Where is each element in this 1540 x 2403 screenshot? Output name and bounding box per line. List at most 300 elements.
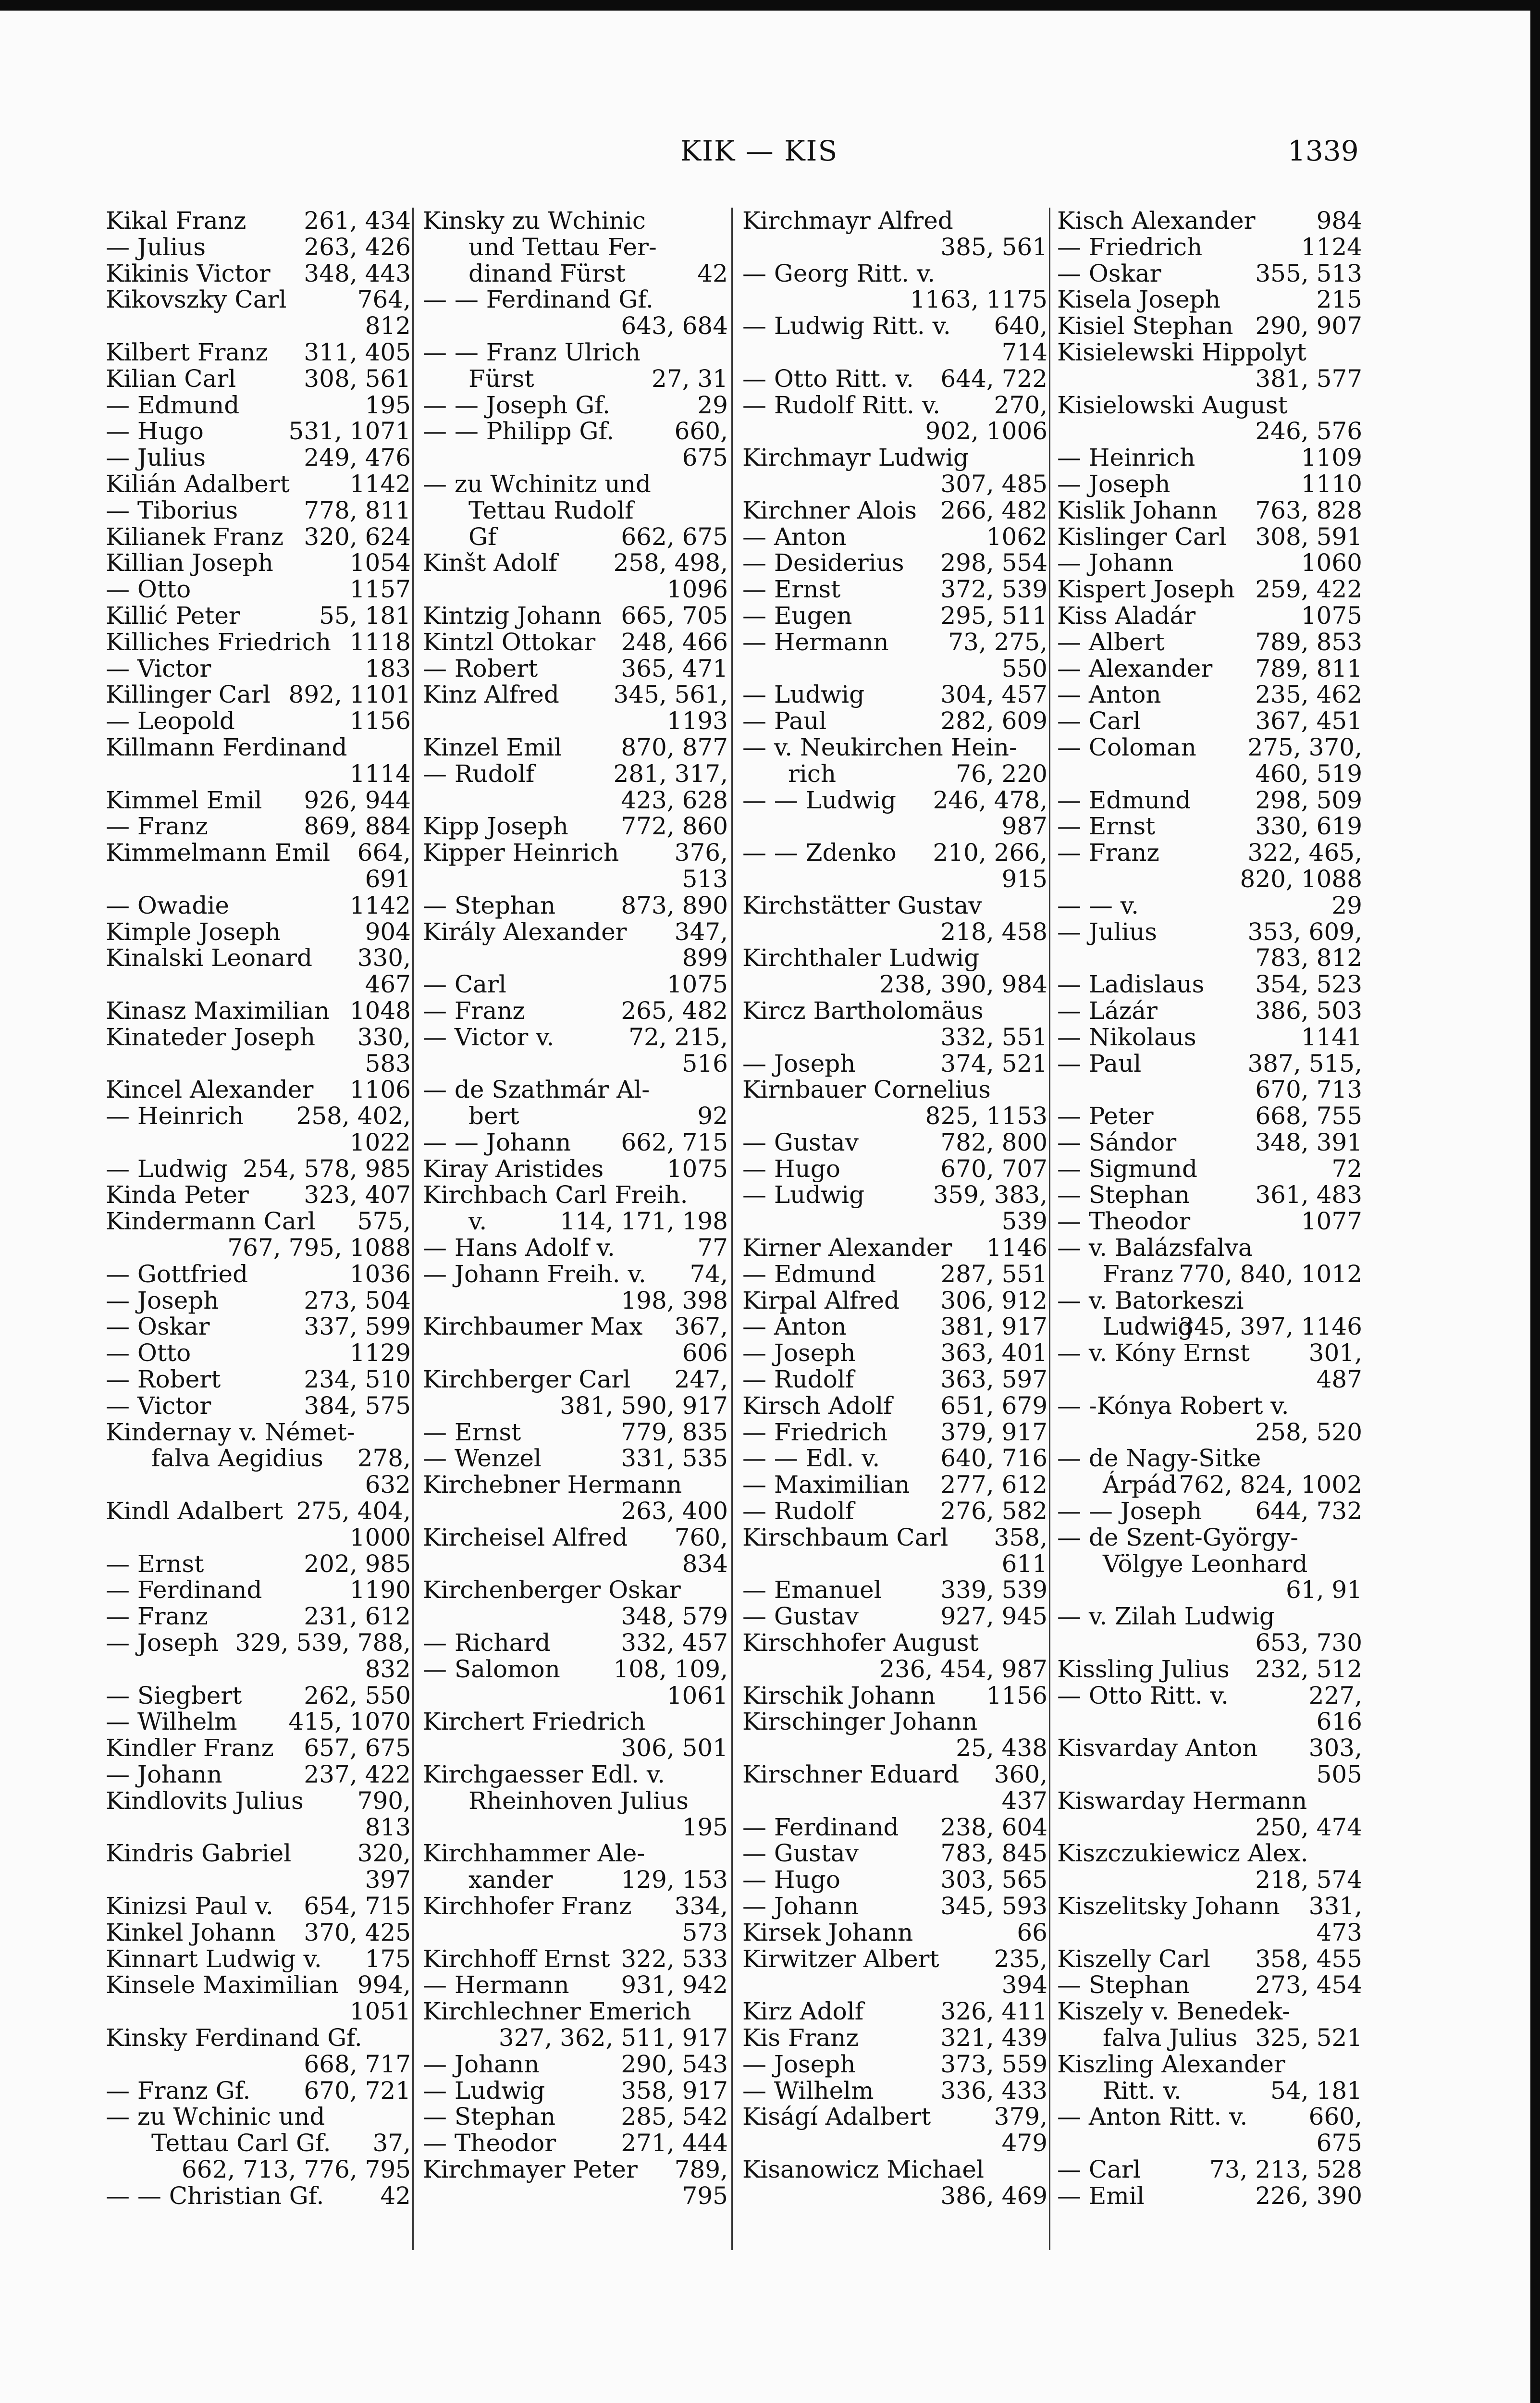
entry-pages: 1142	[349, 470, 411, 498]
entry-name: und Tettau Fer-	[468, 233, 657, 261]
index-entry	[1057, 1656, 1362, 1683]
entry-name: — Edmund	[106, 391, 240, 419]
index-entry	[423, 286, 728, 313]
index-entry	[423, 524, 728, 550]
entry-pages: 330,	[357, 1023, 411, 1051]
entry-pages: 249, 476	[304, 444, 411, 472]
index-entry	[1057, 1182, 1362, 1208]
index-entry	[106, 1024, 411, 1051]
entry-name: Kirchner Alois	[742, 496, 917, 524]
index-entry	[106, 787, 411, 814]
entry-pages: 358, 455	[1255, 1945, 1362, 1973]
entry-name: — — Ferdinand Gf.	[423, 285, 653, 314]
index-column-4	[1057, 208, 1362, 2209]
entry-name: Kikinis Victor	[106, 259, 271, 287]
index-entry	[106, 1788, 411, 1814]
index-entry	[742, 1524, 1047, 1551]
entry-pages: 487	[1316, 1365, 1362, 1394]
entry-name: Ludwig	[1103, 1313, 1194, 1341]
entry-name: Kinasz Maximilian	[106, 996, 330, 1025]
entry-pages: 873, 890	[621, 891, 728, 919]
entry-name: Kilián Adalbert	[106, 470, 290, 498]
entry-pages: 1142	[349, 891, 411, 919]
entry-pages: 397	[365, 1866, 411, 1894]
entry-name: falva Aegidius	[151, 1444, 323, 1473]
entry-name: bert	[468, 1102, 519, 1130]
index-entry	[106, 1419, 411, 1446]
entry-name: — Ludwig	[106, 1154, 228, 1183]
index-entry	[742, 1498, 1047, 1524]
index-entry	[1057, 1313, 1362, 1340]
entry-name: Kinsele Maximilian	[106, 1971, 339, 1999]
index-entry	[423, 1920, 728, 1946]
entry-name: — — Franz Ulrich	[423, 338, 641, 366]
entry-name: — Robert	[106, 1365, 221, 1394]
index-entry	[423, 971, 728, 998]
entry-name: Kinsky zu Wchinic	[423, 207, 646, 235]
entry-pages: 365, 471	[621, 654, 728, 682]
entry-pages: 311, 405	[304, 338, 411, 366]
index-entry	[423, 1656, 728, 1683]
entry-pages: 262, 550	[304, 1681, 411, 1709]
index-entry	[742, 840, 1047, 866]
index-entry	[106, 2130, 411, 2156]
entry-pages: 670, 707	[940, 1154, 1047, 1183]
entry-name: — Wenzel	[423, 1444, 542, 1473]
entry-pages: 232, 512	[1255, 1655, 1362, 1683]
entry-pages: 778, 811	[304, 496, 411, 524]
index-entry	[1057, 1551, 1362, 1577]
index-entry	[1057, 550, 1362, 576]
entry-pages: 275, 370,	[1247, 733, 1362, 761]
index-entry	[1057, 1867, 1362, 1893]
entry-pages: 825, 1153	[925, 1102, 1047, 1130]
entry-pages: 1156	[349, 707, 411, 735]
index-entry	[742, 1867, 1047, 1893]
index-entry	[1057, 2051, 1362, 2078]
entry-name: — Joseph	[106, 1629, 219, 1657]
entry-name: — Siegbert	[106, 1681, 242, 1709]
entry-name: Kindlovits Julius	[106, 1786, 304, 1815]
entry-pages: 373, 559	[940, 2050, 1047, 2078]
entry-pages: 1157	[349, 575, 411, 604]
entry-pages: 276, 582	[940, 1497, 1047, 1525]
index-entry	[1057, 1524, 1362, 1551]
index-entry	[1057, 392, 1362, 419]
index-entry	[1057, 366, 1362, 392]
entry-name: Kirschner Eduard	[742, 1760, 960, 1789]
entry-name: — Richard	[423, 1629, 551, 1657]
entry-pages: 662, 715	[621, 1128, 728, 1156]
index-entry	[423, 313, 728, 339]
entry-name: Kiray Aristides	[423, 1154, 604, 1183]
index-entry	[742, 1472, 1047, 1498]
entry-pages: 653, 730	[1255, 1629, 1362, 1657]
index-entry	[742, 919, 1047, 945]
entry-name: Kirchmayr Ludwig	[742, 444, 969, 472]
entry-pages: 812	[365, 312, 411, 340]
index-entry	[1057, 1340, 1362, 1366]
entry-pages: 367, 451	[1255, 707, 1362, 735]
entry-pages: 772, 860	[621, 812, 728, 841]
entry-pages: 363, 401	[940, 1339, 1047, 1367]
entry-name: Kislinger Carl	[1057, 522, 1227, 551]
index-entry	[423, 1340, 728, 1366]
entry-name: Kipp Joseph	[423, 812, 568, 841]
entry-name: Kimmel Emil	[106, 786, 262, 814]
index-entry	[742, 392, 1047, 419]
entry-pages: 348, 579	[621, 1602, 728, 1631]
index-entry	[423, 1261, 728, 1288]
entry-pages: 308, 591	[1255, 522, 1362, 551]
index-column-1	[106, 208, 411, 2209]
entry-name: Kinsky Ferdinand Gf.	[106, 2023, 362, 2052]
index-entry	[742, 813, 1047, 840]
entry-name: Kimmelmann Emil	[106, 839, 331, 867]
entry-pages: 632	[365, 1471, 411, 1499]
entry-name: — Gustav	[742, 1128, 859, 1156]
entry-pages: 345, 397, 1146	[1179, 1313, 1362, 1341]
entry-name: xander	[468, 1866, 553, 1894]
entry-pages: 250, 474	[1255, 1813, 1362, 1841]
entry-name: — Hugo	[742, 1866, 840, 1894]
entry-name: Kiszling Alexander	[1057, 2050, 1285, 2078]
entry-name: — Ferdinand	[106, 1576, 262, 1604]
index-entry	[106, 550, 411, 576]
entry-name: Völgye Leonhard	[1103, 1549, 1308, 1578]
entry-name: Kinda Peter	[106, 1181, 249, 1209]
entry-pages: 258, 520	[1255, 1418, 1362, 1446]
entry-pages: 616	[1316, 1708, 1362, 1736]
entry-name: — v. Neukirchen Hein-	[742, 733, 1017, 761]
scan-border-top	[0, 0, 1540, 11]
entry-pages: 370, 425	[304, 1918, 411, 1946]
entry-pages: 37,	[372, 2129, 411, 2157]
entry-pages: 258, 498,	[613, 549, 728, 577]
entry-pages: 760,	[674, 1523, 728, 1551]
entry-pages: 654, 715	[304, 1892, 411, 1920]
index-entry	[423, 1630, 728, 1656]
index-entry	[742, 761, 1047, 787]
index-entry	[742, 656, 1047, 682]
entry-name: — Georg Ritt. v.	[742, 259, 936, 287]
entry-pages: 298, 509	[1255, 786, 1362, 814]
index-entry	[106, 629, 411, 656]
index-entry	[1057, 681, 1362, 708]
index-entry	[106, 576, 411, 603]
entry-name: Kinkel Johann	[106, 1918, 276, 1946]
entry-pages: 467	[365, 970, 411, 999]
index-entry	[423, 656, 728, 682]
index-entry	[1057, 313, 1362, 339]
index-entry	[106, 1472, 411, 1498]
index-entry	[742, 1077, 1047, 1103]
index-entry	[106, 945, 411, 971]
entry-pages: 295, 511	[940, 601, 1047, 630]
entry-pages: 234, 510	[304, 1365, 411, 1394]
entry-pages: 583	[365, 1049, 411, 1078]
entry-pages: 539	[1001, 1207, 1047, 1236]
entry-pages: 218, 458	[940, 917, 1047, 946]
entry-pages: 358,	[994, 1523, 1047, 1551]
entry-pages: 332, 457	[621, 1629, 728, 1657]
entry-pages: 1129	[349, 1339, 411, 1367]
index-entry	[106, 313, 411, 339]
entry-name: Kipper Heinrich	[423, 839, 619, 867]
index-entry	[742, 1340, 1047, 1366]
index-entry	[1057, 1156, 1362, 1182]
index-entry	[423, 1840, 728, 1867]
entry-name: — Leopold	[106, 707, 235, 735]
entry-name: — zu Wchinitz und	[423, 470, 651, 498]
entry-name: Kirchmayer Peter	[423, 2155, 638, 2183]
index-entry	[423, 892, 728, 919]
entry-name: dinand Fürst	[468, 259, 626, 287]
entry-name: Tettau Rudolf	[468, 496, 634, 524]
index-entry	[1057, 524, 1362, 550]
entry-pages: 640,	[994, 312, 1047, 340]
index-entry	[742, 1235, 1047, 1261]
entry-pages: 1054	[349, 549, 411, 577]
entry-pages: 820, 1088	[1240, 865, 1362, 893]
entry-name: Kinzel Emil	[423, 733, 562, 761]
entry-pages: 367,	[674, 1313, 728, 1341]
index-entry	[742, 1366, 1047, 1393]
entry-pages: 1075	[1301, 601, 1362, 630]
entry-name: Kintzig Johann	[423, 601, 602, 630]
index-entry	[742, 524, 1047, 550]
entry-pages: 386, 469	[940, 2181, 1047, 2210]
entry-name: — Hugo	[106, 417, 204, 446]
index-entry	[742, 998, 1047, 1024]
entry-pages: 327, 362, 511, 917	[498, 2023, 728, 2052]
index-entry	[423, 1524, 728, 1551]
entry-pages: 73, 213, 528	[1209, 2155, 1362, 2183]
entry-name: Kisiel Stephan	[1057, 312, 1233, 340]
entry-name: Kisielewski Hippolyt	[1057, 338, 1306, 366]
entry-name: — Desiderius	[742, 549, 904, 577]
index-entry	[742, 681, 1047, 708]
entry-pages: 386, 503	[1255, 996, 1362, 1025]
entry-name: — — Philipp Gf.	[423, 417, 615, 446]
entry-pages: 298, 554	[940, 549, 1047, 577]
index-entry	[742, 892, 1047, 919]
index-entry	[1057, 1683, 1362, 1709]
index-entry	[742, 366, 1047, 392]
index-entry	[1057, 1788, 1362, 1814]
entry-pages: 387, 515,	[1247, 1049, 1362, 1078]
index-entry	[423, 1419, 728, 1446]
entry-pages: 1118	[349, 628, 411, 656]
index-entry	[1057, 1603, 1362, 1630]
index-entry	[423, 919, 728, 945]
index-entry	[423, 2104, 728, 2130]
index-entry	[106, 471, 411, 497]
index-entry	[1057, 1998, 1362, 2025]
entry-pages: 1110	[1301, 470, 1362, 498]
entry-pages: 379,	[994, 2103, 1047, 2131]
entry-name: — Joseph	[106, 1286, 219, 1314]
index-entry	[106, 603, 411, 629]
index-entry	[106, 1208, 411, 1235]
entry-name: Kisvarday Anton	[1057, 1734, 1258, 1762]
index-entry	[106, 1156, 411, 1182]
entry-name: Kirnbauer Cornelius	[742, 1076, 991, 1104]
entry-name: — Stephan	[1057, 1971, 1190, 1999]
index-entry	[106, 208, 411, 234]
entry-name: — — v.	[1057, 891, 1139, 919]
entry-name: — Gustav	[742, 1602, 859, 1631]
entry-name: v.	[468, 1207, 487, 1236]
entry-pages: 363, 597	[940, 1365, 1047, 1394]
index-entry	[1057, 1946, 1362, 1972]
index-entry	[1057, 629, 1362, 656]
entry-pages: 281, 317,	[613, 759, 728, 788]
index-entry	[1057, 1288, 1362, 1314]
index-entry	[742, 1393, 1047, 1419]
entry-name: Kirchstätter Gustav	[742, 891, 982, 919]
index-entry	[1057, 2156, 1362, 2183]
index-entry	[106, 2078, 411, 2104]
index-entry	[742, 2051, 1047, 2078]
entry-pages: 183	[365, 654, 411, 682]
entry-name: — Rudolf	[742, 1365, 854, 1394]
index-entry	[742, 2156, 1047, 2183]
entry-pages: 301,	[1308, 1339, 1362, 1367]
entry-name: — — Christian Gf.	[106, 2181, 324, 2210]
entry-pages: 259, 422	[1255, 575, 1362, 604]
entry-name: — Franz	[423, 996, 525, 1025]
entry-pages: 675	[682, 444, 728, 472]
index-entry	[106, 919, 411, 945]
index-entry	[742, 2104, 1047, 2130]
entry-pages: 381, 917	[940, 1313, 1047, 1341]
entry-name: — Eugen	[742, 601, 852, 630]
entry-name: — zu Wchinic und	[106, 2103, 325, 2131]
index-entry	[742, 1103, 1047, 1129]
index-entry	[1057, 1972, 1362, 1998]
entry-pages: 321, 439	[940, 2023, 1047, 2052]
entry-name: Kinšt Adolf	[423, 549, 557, 577]
entry-pages: 306, 912	[940, 1286, 1047, 1314]
entry-pages: 270,	[994, 391, 1047, 419]
entry-pages: 198, 398	[621, 1286, 728, 1314]
entry-pages: 331,	[1308, 1892, 1362, 1920]
entry-name: Kinalski Leonard	[106, 944, 313, 972]
entry-pages: 987	[1001, 812, 1047, 841]
entry-name: Király Alexander	[423, 917, 627, 946]
entry-pages: 307, 485	[940, 470, 1047, 498]
entry-pages: 129, 153	[621, 1866, 728, 1894]
entry-name: — v. Balázsfalva	[1057, 1234, 1253, 1262]
index-entry	[423, 1867, 728, 1893]
index-entry	[423, 1024, 728, 1051]
index-entry	[106, 1656, 411, 1683]
index-entry	[742, 629, 1047, 656]
entry-name: Kilian Carl	[106, 364, 236, 393]
entry-name: Kirpal Alfred	[742, 1286, 900, 1314]
entry-pages: 334,	[674, 1892, 728, 1920]
index-entry	[742, 1288, 1047, 1314]
entry-pages: 92	[697, 1102, 728, 1130]
entry-pages: 994,	[357, 1971, 411, 1999]
page-number: 1339	[1288, 135, 1359, 167]
entry-name: Kikal Franz	[106, 207, 246, 235]
entry-pages: 870, 877	[621, 733, 728, 761]
entry-pages: 215	[1316, 285, 1362, 314]
entry-name: Kinateder Joseph	[106, 1023, 316, 1051]
entry-name: — de Szathmár Al-	[423, 1076, 650, 1104]
entry-pages: 290, 907	[1255, 312, 1362, 340]
index-entry	[423, 1235, 728, 1261]
entry-pages: 1109	[1301, 444, 1362, 472]
index-entry	[423, 339, 728, 366]
entry-name: Árpád	[1103, 1471, 1177, 1499]
index-entry	[1057, 1129, 1362, 1156]
entry-name: Killiches Friedrich	[106, 628, 331, 656]
entry-name: Kircz Bartholomäus	[742, 996, 984, 1025]
entry-pages: 247,	[674, 1365, 728, 1394]
entry-name: Kirschbaum Carl	[742, 1523, 949, 1551]
entry-name: — Oskar	[1057, 259, 1161, 287]
entry-pages: 76, 220	[956, 759, 1047, 788]
index-entry	[106, 234, 411, 260]
index-entry	[742, 945, 1047, 971]
index-entry	[1057, 1840, 1362, 1867]
entry-pages: 337, 599	[304, 1313, 411, 1341]
entry-name: Kirchmayr Alfred	[742, 207, 953, 235]
entry-name: Kiszczukiewicz Alex.	[1057, 1839, 1308, 1868]
entry-name: Kincel Alexander	[106, 1076, 314, 1104]
entry-name: — v. Zilah Ludwig	[1057, 1602, 1275, 1631]
entry-pages: 915	[1001, 865, 1047, 893]
index-entry	[423, 945, 728, 971]
index-entry	[423, 1893, 728, 1920]
index-entry	[423, 1129, 728, 1156]
index-entry	[106, 1182, 411, 1208]
entry-pages: 332, 551	[940, 1023, 1047, 1051]
entry-pages: 273, 454	[1255, 1971, 1362, 1999]
entry-pages: 660,	[1308, 2103, 1362, 2131]
entry-pages: 691	[365, 865, 411, 893]
entry-pages: 714	[1001, 338, 1047, 366]
entry-pages: 42	[380, 2181, 411, 2210]
entry-name: Kindler Franz	[106, 1734, 274, 1762]
entry-name: Kirchenberger Oskar	[423, 1576, 681, 1604]
entry-pages: 899	[682, 944, 728, 972]
entry-pages: 770, 840, 1012	[1179, 1260, 1362, 1288]
entry-pages: 331, 535	[621, 1444, 728, 1473]
entry-pages: 29	[1331, 891, 1362, 919]
index-entry	[423, 813, 728, 840]
entry-pages: 114, 171, 198	[560, 1207, 728, 1236]
entry-name: — Theodor	[1057, 1207, 1191, 1236]
index-entry	[423, 2156, 728, 2183]
entry-name: — Franz Gf.	[106, 2076, 251, 2105]
index-entry	[423, 1761, 728, 1788]
entry-name: — Franz	[1057, 839, 1159, 867]
index-entry	[423, 866, 728, 892]
entry-name: Kissling Julius	[1057, 1655, 1230, 1683]
entry-pages: 675	[1316, 2129, 1362, 2157]
entry-pages: 372, 539	[940, 575, 1047, 604]
entry-name: — Johann	[742, 1892, 859, 1920]
entry-pages: 902, 1006	[925, 417, 1047, 446]
entry-pages: 287, 551	[940, 1260, 1047, 1288]
index-entry	[742, 418, 1047, 445]
entry-pages: 304, 457	[940, 681, 1047, 709]
entry-name: — Victor	[106, 654, 211, 682]
